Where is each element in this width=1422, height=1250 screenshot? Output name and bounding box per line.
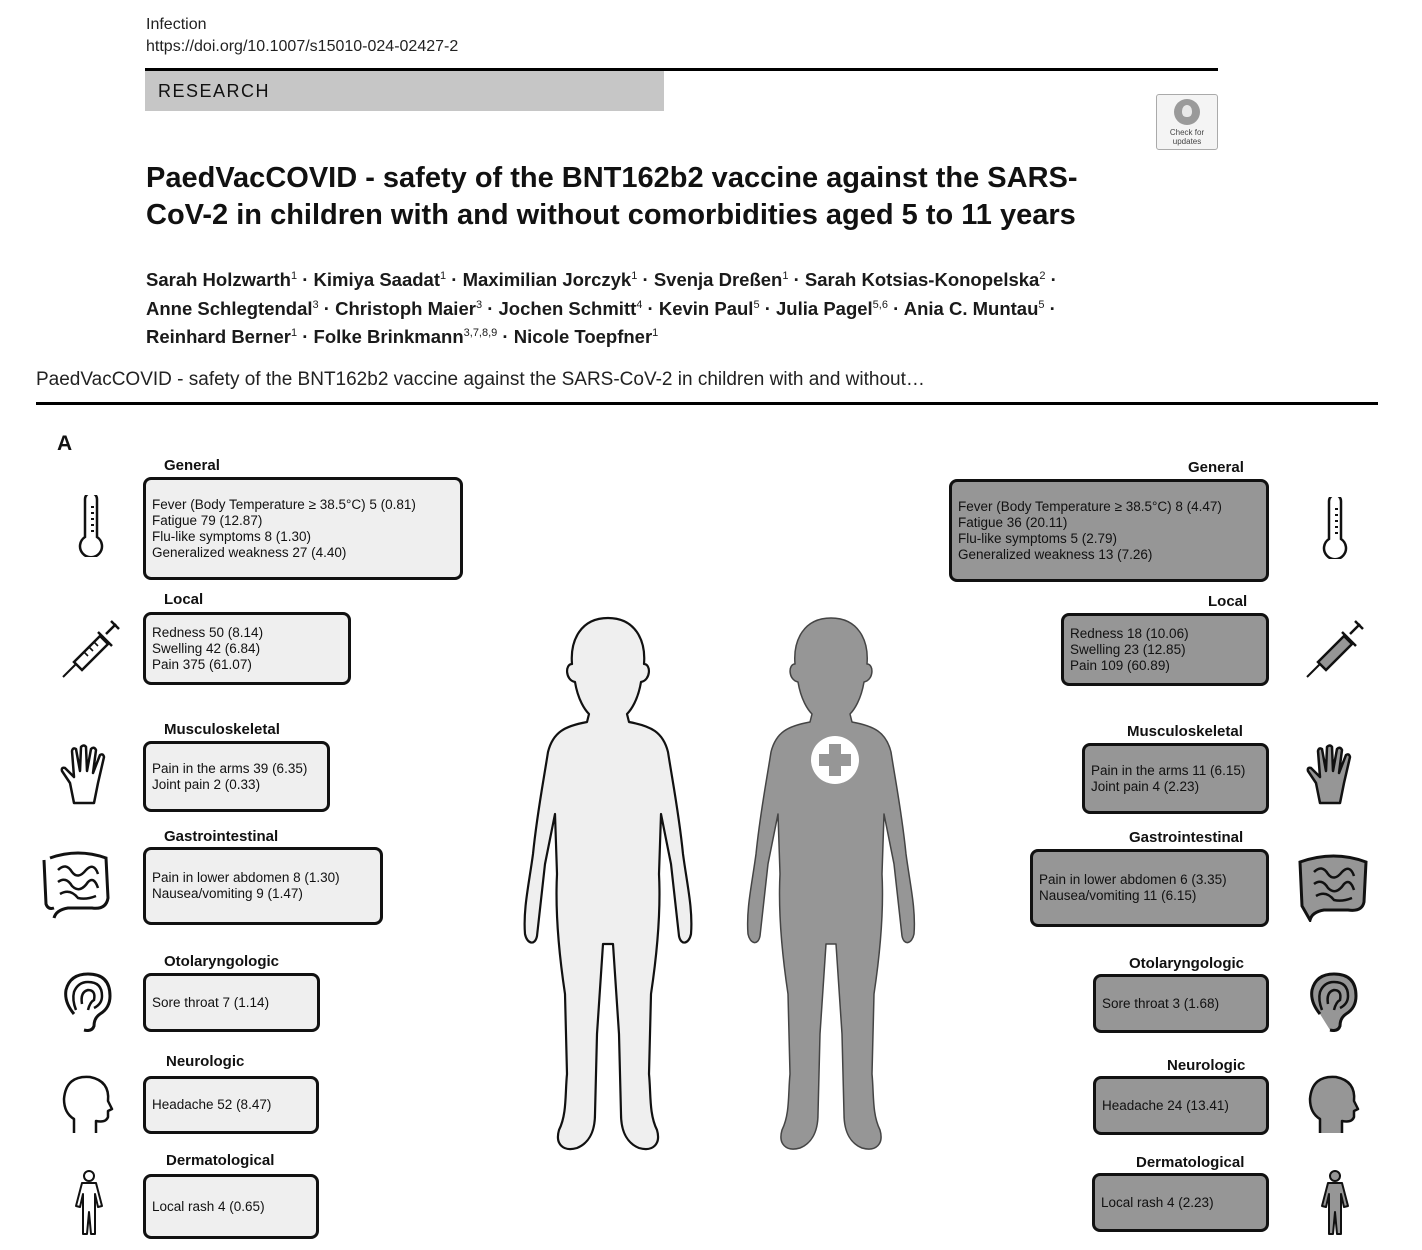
author-name[interactable]: Nicole Toepfner xyxy=(513,326,653,348)
syringe-icon xyxy=(1304,618,1366,680)
ear-icon xyxy=(1304,970,1366,1032)
symptom-line: Pain 109 (60.89) xyxy=(1070,657,1170,673)
symptom-line: Pain in the arms 11 (6.15) xyxy=(1091,762,1246,778)
symptom-line: Fatigue 36 (20.11) xyxy=(958,514,1068,530)
author-line: Reinhard Berner$^1$ · Folke Brinkmann$^{3,7,8,9}$ · Nicole Toepfner$^1$ xyxy=(146,326,659,348)
symptom-line: Headache 52 (8.47) xyxy=(152,1097,272,1112)
section-heading-general: General xyxy=(1188,459,1244,476)
symptom-line: Flu-like symptoms 8 (1.30) xyxy=(152,528,312,544)
human-body-icon xyxy=(70,1170,108,1238)
symptom-line: Fever (Body Temperature ≥ 38.5°C) 5 (0.81) xyxy=(152,496,416,512)
symptom-line: Fatigue 79 (12.87) xyxy=(152,512,263,528)
symptom-line: Pain in lower abdomen 6 (3.35) xyxy=(1039,872,1227,887)
affiliation-mark: 1 xyxy=(652,327,659,340)
symptom-box-musculoskeletal xyxy=(143,741,330,812)
author-name[interactable]: Anne Schlegtendal xyxy=(146,297,313,319)
article-title xyxy=(146,160,1136,234)
symptom-line: Flu-like symptoms 5 (2.79) xyxy=(958,530,1118,546)
section-band xyxy=(145,71,664,111)
author-name[interactable]: Jochen Schmitt xyxy=(498,297,637,319)
head-profile-icon xyxy=(58,1073,120,1135)
symptom-line: Sore throat 3 (1.68) xyxy=(1102,995,1220,1011)
affiliation-mark: 1 xyxy=(290,327,298,340)
symptom-line: Pain in the arms 39 (6.35) xyxy=(152,760,308,776)
author-list xyxy=(146,264,1146,350)
human-body-icon xyxy=(1316,1170,1354,1238)
symptom-line: Headache 24 (13.41) xyxy=(1102,1097,1229,1113)
affiliation-mark: 1 xyxy=(782,270,789,282)
ear-icon xyxy=(58,970,120,1032)
badge-text: Check for xyxy=(1169,128,1205,137)
title-line: CoV-2 in children with and without comorbidities aged 5 to 11 years xyxy=(146,199,1076,231)
section-heading-neurologic: Neurologic xyxy=(1167,1057,1246,1074)
symptom-box-neurologic xyxy=(143,1076,319,1134)
symptom-line: Local rash 4 (0.65) xyxy=(152,1198,265,1214)
symptom-line: Swelling 42 (6.84) xyxy=(152,640,261,656)
section-heading-musculoskeletal: Musculoskeletal xyxy=(1127,723,1243,740)
child-silhouette-comorbid xyxy=(738,614,924,1159)
symptom-box-local xyxy=(143,612,351,685)
symptom-line: Pain 375 (61.07) xyxy=(152,656,252,672)
symptom-line: Pain in lower abdomen 8 (1.30) xyxy=(152,870,340,885)
symptom-line: Redness 50 (8.14) xyxy=(152,624,264,640)
section-label: RESEARCH xyxy=(158,81,271,101)
section-heading-local: Local xyxy=(1208,593,1248,610)
thermometer-icon xyxy=(60,495,122,557)
symptom-line: Nausea/vomiting 9 (1.47) xyxy=(152,886,303,901)
author-line: Sarah Holzwarth$^1$ · Kimiya Saadat$^1$ · Maximilian Jorczyk$^1$ · Svenja Dreßen$^1$ · Sarah Kotsias-Konopelska$^2$ · xyxy=(146,269,1057,291)
affiliation-mark: 1 xyxy=(631,270,638,282)
section-heading-musculoskeletal: Musculoskeletal xyxy=(164,721,280,738)
section-heading-general: General xyxy=(164,457,220,474)
affiliation-mark: 2 xyxy=(1039,270,1046,282)
symptom-box-dermatological xyxy=(143,1174,319,1239)
author-name[interactable]: Julia Pagel xyxy=(776,297,873,319)
author-name[interactable]: Svenja Dreßen xyxy=(653,269,783,291)
author-line: Anne Schlegtendal$^3$ · Christoph Maier$^3$ · Jochen Schmitt$^4$ · Kevin Paul$^5$ · Julia Pagel$^{5,6}$ · Ania C. Muntau$^5$ · xyxy=(146,297,1056,319)
symptom-line: Generalized weakness 13 (7.26) xyxy=(958,546,1153,562)
child-silhouette-healthy xyxy=(515,614,701,1159)
author-name[interactable]: Kimiya Saadat xyxy=(313,269,441,291)
symptom-box-gastrointestinal xyxy=(1030,849,1269,927)
symptom-box-general xyxy=(143,477,463,580)
author-name[interactable]: Christoph Maier xyxy=(335,297,476,319)
affiliation-mark: 5,6 xyxy=(872,298,888,311)
head-profile-icon xyxy=(1304,1073,1366,1135)
section-heading-dermatological: Dermatological xyxy=(166,1152,275,1169)
symptom-line: Joint pain 4 (2.23) xyxy=(1091,778,1200,794)
section-heading-otolaryngologic: Otolaryngologic xyxy=(1129,955,1245,972)
symptom-box-otolaryngologic xyxy=(1093,974,1269,1033)
section-heading-local: Local xyxy=(164,591,204,608)
title-line: PaedVacCOVID - safety of the BNT162b2 vaccine against the SARS- xyxy=(146,162,1078,194)
affiliation-mark: 1 xyxy=(290,270,298,282)
intestines-icon xyxy=(40,848,116,920)
affiliation-mark: 1 xyxy=(440,270,447,282)
section-heading-dermatological: Dermatological xyxy=(1136,1154,1245,1171)
symptom-box-gastrointestinal xyxy=(143,847,383,925)
author-name[interactable]: Sarah Kotsias-Konopelska xyxy=(804,269,1040,291)
author-name[interactable]: Maximilian Jorczyk xyxy=(462,269,632,291)
check-for-updates-badge[interactable] xyxy=(1156,94,1218,150)
running-title: PaedVacCOVID - safety of the BNT162b2 vaccine against the SARS-CoV-2 in children with and without… xyxy=(36,369,925,390)
affiliation-mark: 3 xyxy=(475,298,483,311)
symptom-box-local xyxy=(1061,613,1269,686)
symptom-box-dermatological xyxy=(1092,1173,1269,1232)
symptom-line: Nausea/vomiting 11 (6.15) xyxy=(1039,888,1197,903)
intestines-icon xyxy=(1296,850,1372,922)
crossmark-icon xyxy=(1174,99,1200,125)
section-heading-neurologic: Neurologic xyxy=(166,1053,245,1070)
panel-label: A xyxy=(57,432,73,455)
author-name[interactable]: Reinhard Berner xyxy=(146,326,291,348)
affiliation-mark: 3,7,8,9 xyxy=(463,327,498,340)
symptom-line: Local rash 4 (2.23) xyxy=(1101,1194,1214,1210)
affiliation-mark: 5 xyxy=(1038,298,1045,311)
author-name[interactable]: Kevin Paul xyxy=(658,297,754,319)
hand-icon xyxy=(58,743,120,805)
author-name[interactable]: Sarah Holzwarth xyxy=(146,269,291,291)
badge-text: updates xyxy=(1172,137,1202,146)
section-heading-otolaryngologic: Otolaryngologic xyxy=(164,953,280,970)
symptom-line: Swelling 23 (12.85) xyxy=(1070,641,1186,657)
doi-link[interactable]: https://doi.org/10.1007/s15010-024-02427-2 xyxy=(146,38,459,55)
hand-icon xyxy=(1304,743,1366,805)
symptom-box-musculoskeletal xyxy=(1082,743,1269,814)
affiliation-mark: 4 xyxy=(636,298,643,311)
running-title-rule xyxy=(36,402,1378,405)
symptom-line: Joint pain 2 (0.33) xyxy=(152,776,261,792)
author-name[interactable]: Folke Brinkmann xyxy=(313,326,464,348)
syringe-icon xyxy=(60,618,122,680)
section-heading-gastrointestinal: Gastrointestinal xyxy=(164,828,279,845)
author-name[interactable]: Ania C. Muntau xyxy=(903,297,1039,319)
symptom-box-otolaryngologic xyxy=(143,973,320,1032)
affiliation-mark: 3 xyxy=(312,298,319,311)
symptom-box-neurologic xyxy=(1093,1076,1269,1135)
symptom-line: Fever (Body Temperature ≥ 38.5°C) 8 (4.47) xyxy=(958,498,1222,514)
affiliation-mark: 5 xyxy=(753,298,760,311)
symptom-line: Redness 18 (10.06) xyxy=(1070,625,1189,641)
thermometer-icon xyxy=(1304,497,1366,559)
symptom-box-general xyxy=(949,479,1269,582)
journal-name: Infection xyxy=(146,16,207,33)
symptom-line: Sore throat 7 (1.14) xyxy=(152,994,270,1010)
symptom-line: Generalized weakness 27 (4.40) xyxy=(152,544,347,560)
section-heading-gastrointestinal: Gastrointestinal xyxy=(1129,829,1244,846)
